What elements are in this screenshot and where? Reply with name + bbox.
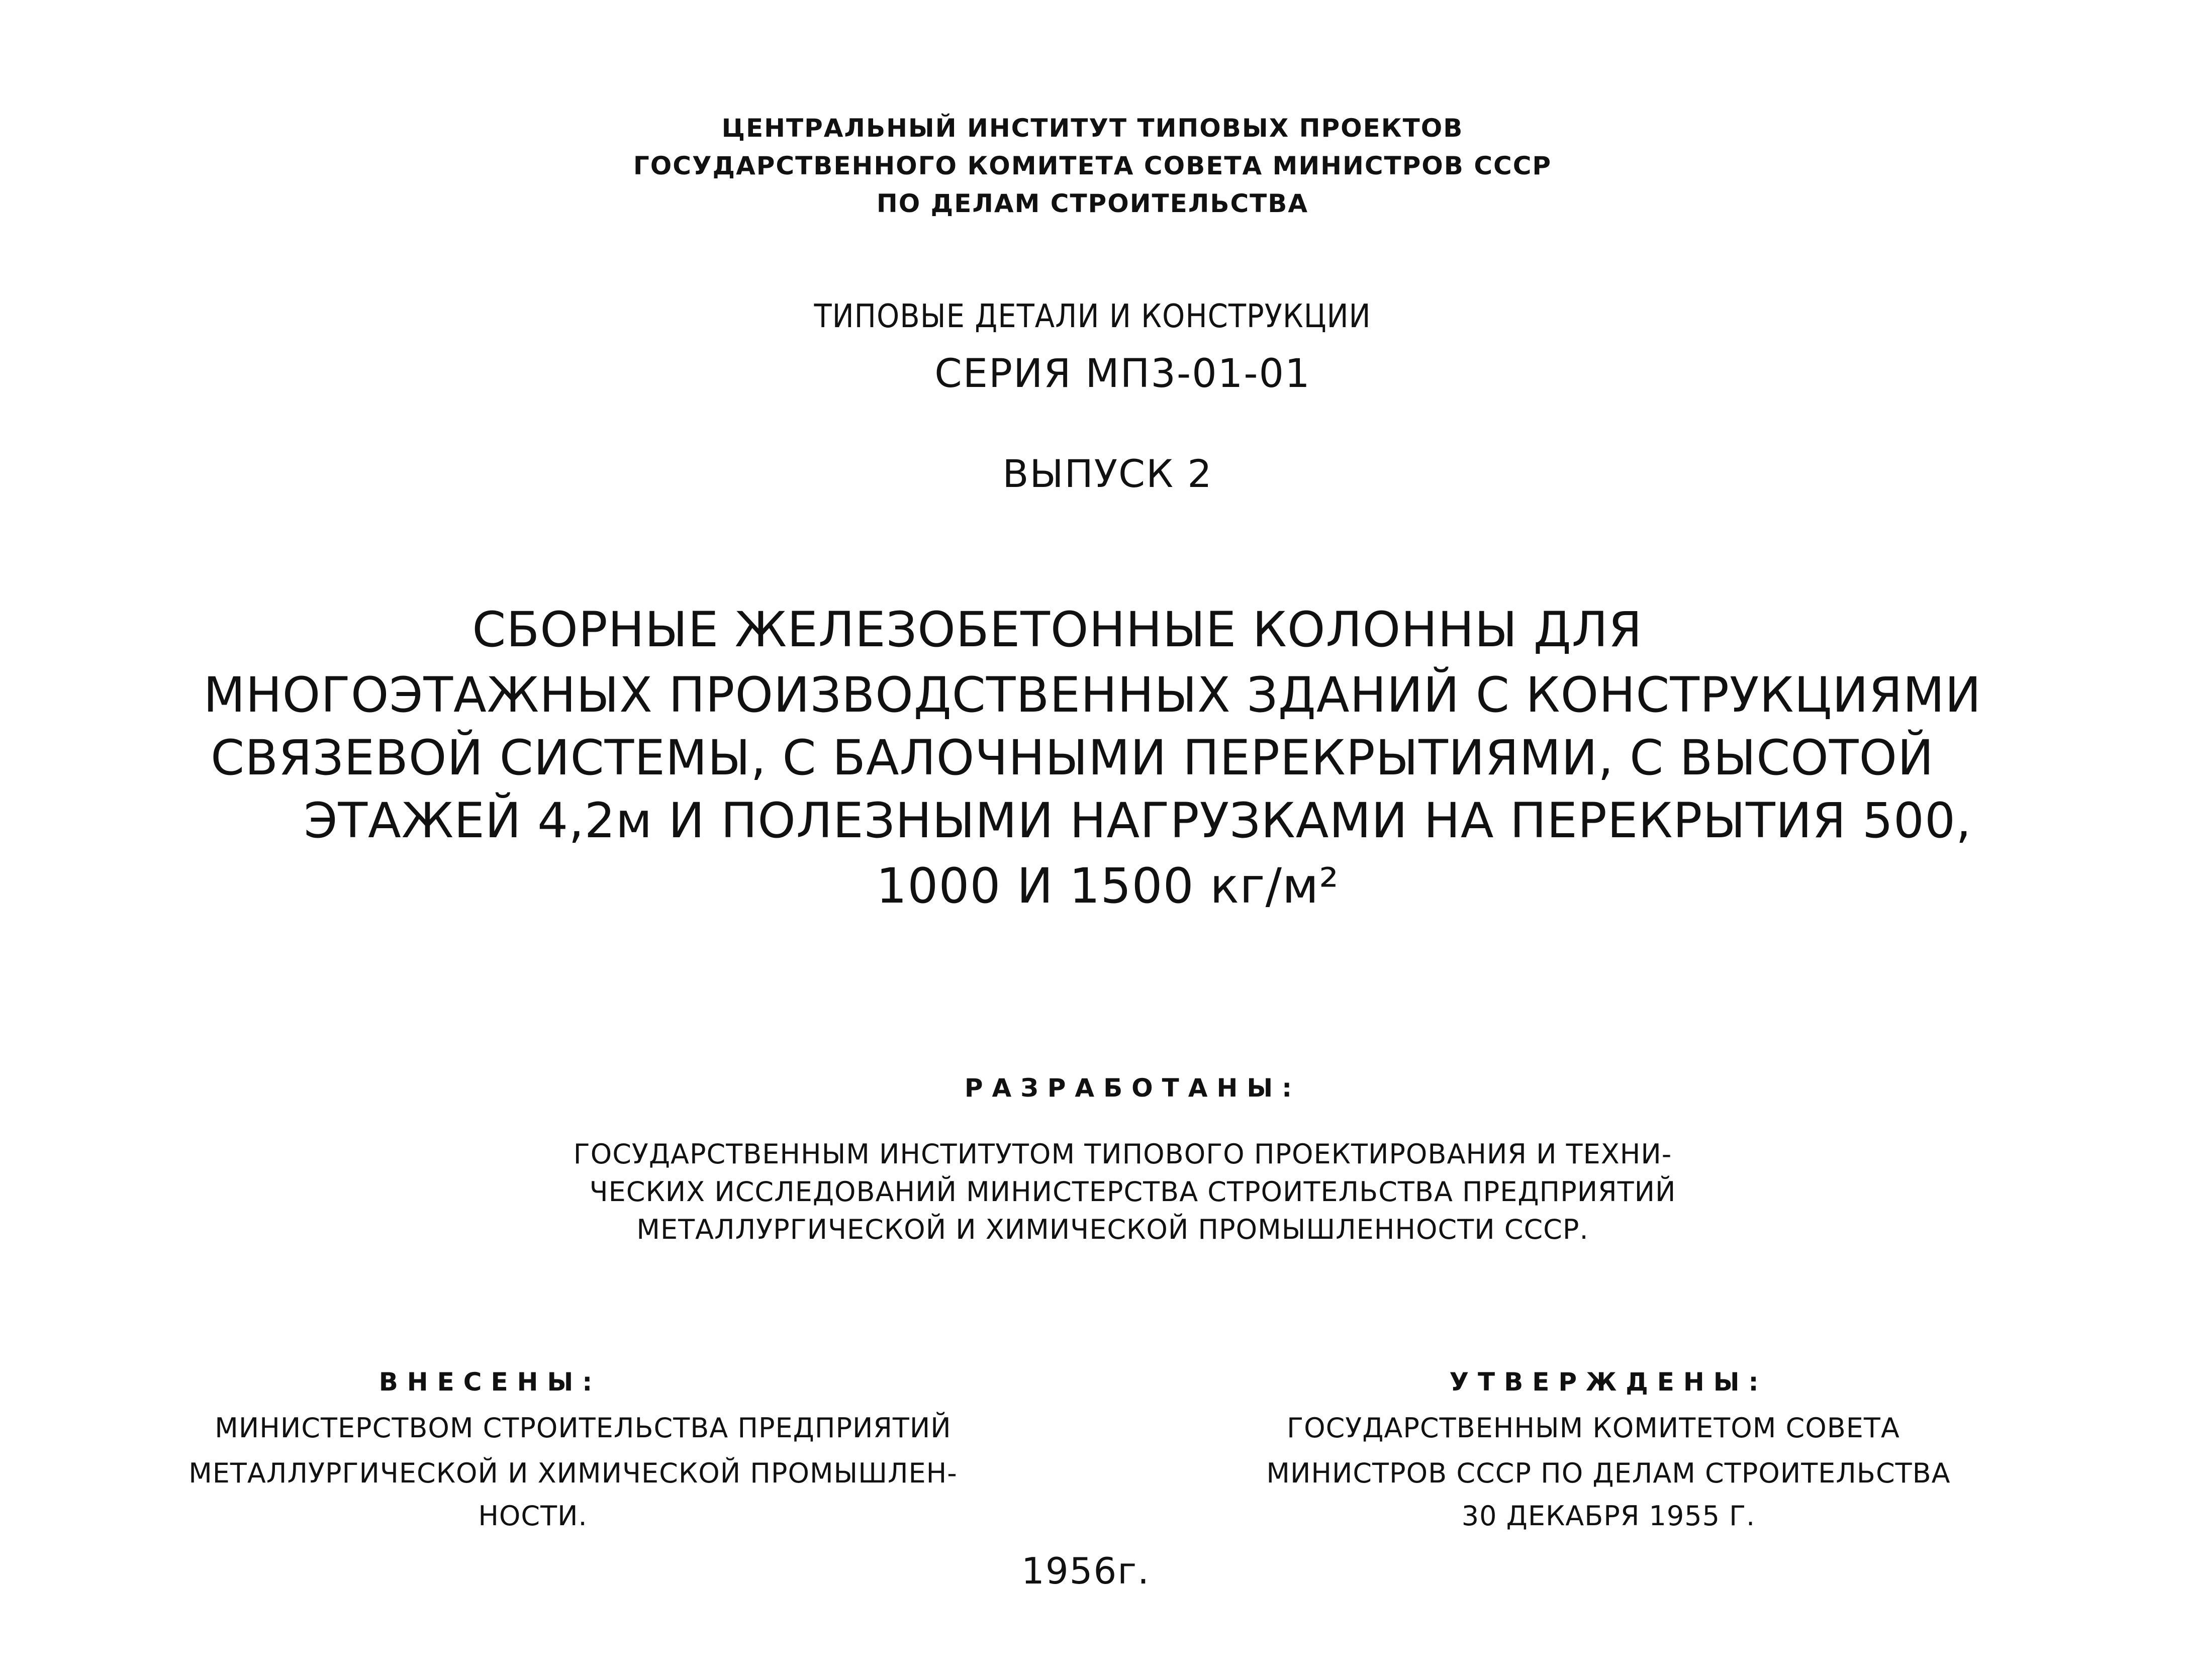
approved-line-1: ГОСУДАРСТВЕННЫМ КОМИТЕТОМ СОВЕТА xyxy=(1287,1412,1900,1444)
series-label: ТИПОВЫЕ ДЕТАЛИ И КОНСТРУКЦИИ xyxy=(814,298,1371,335)
approved-line-3: 30 ДЕКАБРЯ 1955 Г. xyxy=(1461,1500,1756,1532)
publication-year: 1956г. xyxy=(1021,1550,1150,1592)
approved-heading: УТВЕРЖДЕНЫ: xyxy=(1449,1367,1768,1397)
title-line-4: ЭТАЖЕЙ 4,2м И ПОЛЕЗНЫМИ НАГРУЗКАМИ НА ПЕРЕКРЫТИЯ 500, xyxy=(304,793,1972,849)
developed-heading: РАЗРАБОТАНЫ: xyxy=(964,1073,1301,1103)
approved-line-2: МИНИСТРОВ СССР ПО ДЕЛАМ СТРОИТЕЛЬСТВА xyxy=(1266,1457,1951,1489)
submitted-line-1: МИНИСТЕРСТВОМ СТРОИТЕЛЬСТВА ПРЕДПРИЯТИЙ xyxy=(215,1412,952,1444)
institute-line-2: ГОСУДАРСТВЕННОГО КОМИТЕТА СОВЕТА МИНИСТРОВ СССР xyxy=(633,151,1552,180)
developed-line-2: ЧЕСКИХ ИССЛЕДОВАНИЙ МИНИСТЕРСТВА СТРОИТЕЛЬСТВА ПРЕДПРИЯТИЙ xyxy=(589,1176,1676,1208)
institute-line-3: ПО ДЕЛАМ СТРОИТЕЛЬСТВА xyxy=(876,189,1309,218)
issue-number: ВЫПУСК 2 xyxy=(1002,451,1213,496)
submitted-line-3: НОСТИ. xyxy=(478,1500,588,1532)
developed-line-1: ГОСУДАРСТВЕННЫМ ИНСТИТУТОМ ТИПОВОГО ПРОЕКТИРОВАНИЯ И ТЕХНИ- xyxy=(573,1138,1672,1170)
title-line-3: СВЯЗЕВОЙ СИСТЕМЫ, С БАЛОЧНЫМИ ПЕРЕКРЫТИЯМИ, С ВЫСОТОЙ xyxy=(211,730,1934,786)
title-line-1: СБОРНЫЕ ЖЕЛЕЗОБЕТОННЫЕ КОЛОННЫ ДЛЯ xyxy=(472,602,1643,658)
submitted-line-2: МЕТАЛЛУРГИЧЕСКОЙ И ХИМИЧЕСКОЙ ПРОМЫШЛЕН- xyxy=(188,1457,958,1489)
developed-line-3: МЕТАЛЛУРГИЧЕСКОЙ И ХИМИЧЕСКОЙ ПРОМЫШЛЕННОСТИ СССР. xyxy=(636,1214,1589,1245)
series-code: СЕРИЯ МП3-01-01 xyxy=(934,351,1311,397)
submitted-heading: ВНЕСЕНЫ: xyxy=(378,1367,602,1397)
institute-line-1: ЦЕНТРАЛЬНЫЙ ИНСТИТУТ ТИПОВЫХ ПРОЕКТОВ xyxy=(721,114,1464,143)
title-line-2: МНОГОЭТАЖНЫХ ПРОИЗВОДСТВЕННЫХ ЗДАНИЙ С КОНСТРУКЦИЯМИ xyxy=(203,667,1982,723)
title-line-5: 1000 И 1500 кг/м² xyxy=(876,858,1339,914)
